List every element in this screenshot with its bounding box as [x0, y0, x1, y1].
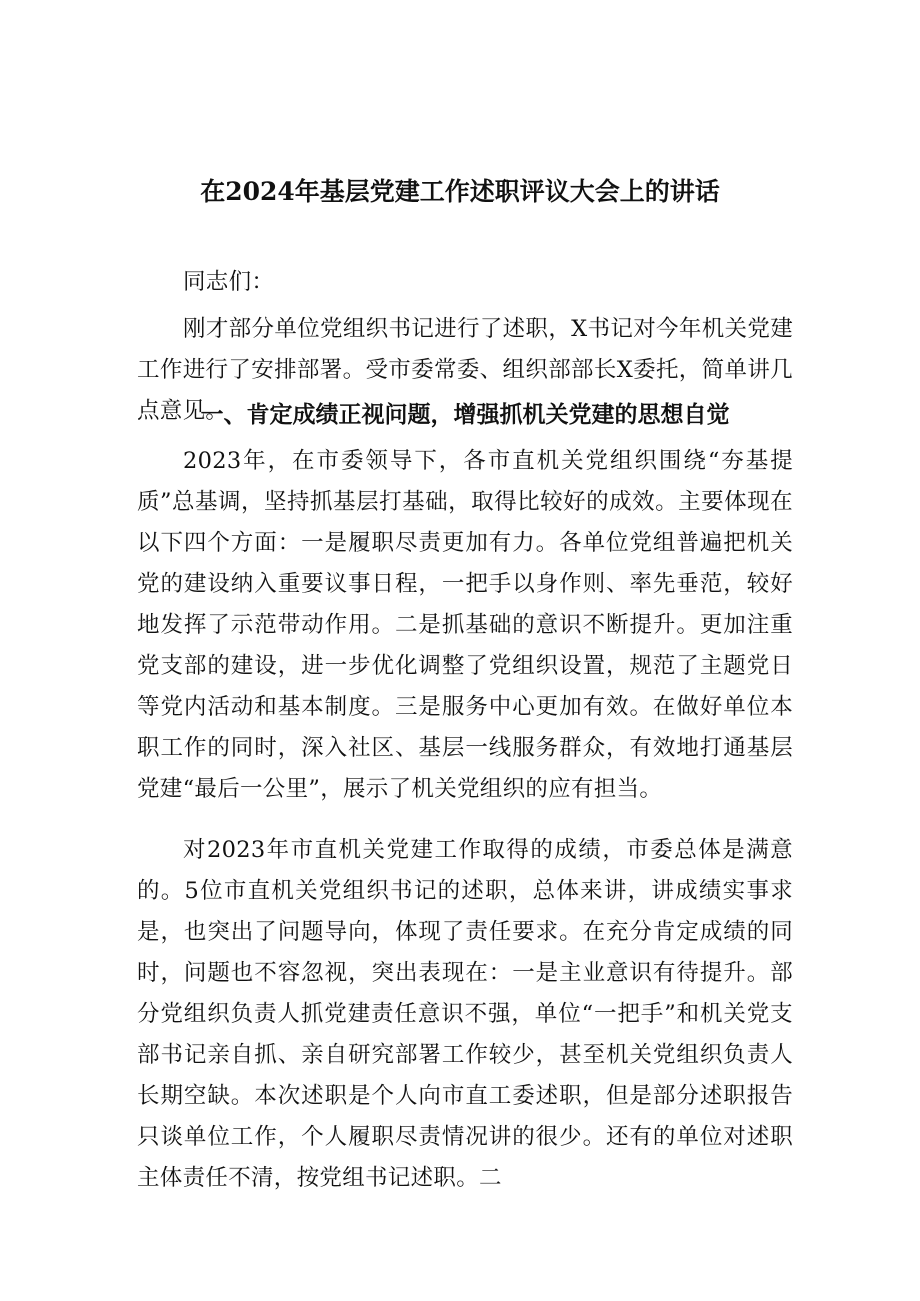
greeting-paragraph: 同志们： [183, 269, 275, 295]
document-title: 在2024年基层党建工作述职评议大会上的讲话 [200, 177, 720, 206]
section-heading-1: 一、肯定成绩正视问题，增强抓机关党建的思想自觉 [200, 402, 730, 428]
intro-paragraph: 刚才部分单位党组织书记进行了述职，X书记对今年机关党建工作进行了安排部署。受市委常委、组织部部长X委托，简单讲几点意见。 [137, 316, 793, 424]
body-paragraph-2: 对2023年市直机关党建工作取得的成绩，市委总体是满意的。5位市直机关党组织书记的述职，总体来讲，讲成绩实事求是，也突出了问题导向，体现了责任要求。在充分肯定成绩的同时，问题也不容忽视，突出表现在：一是主业意识有待提升。部分党组织负责人抓党建责任意识不强，单位“一把手”和机关党支部书记亲自抓、亲自研究部署工作较少，甚至机关党组织负责人长期空缺。本次述职是个人向市直工委述职，但是部分述职报告只谈单位工作，个人履职尽责情况讲的很少。还有的单位对述职主体责任不清，按党组书记述职。二 [137, 837, 793, 1191]
body-paragraph-1: 2023年，在市委领导下，各市直机关党组织围绕“夯基提质”总基调，坚持抓基层打基础，取得比较好的成效。主要体现在以下四个方面：一是履职尽责更加有力。各单位党组普遍把机关党的建设纳入重要议事日程，一把手以身作则、率先垂范，较好地发挥了示范带动作用。二是抓基础的意识不断提升。更加注重党支部的建设，进一步优化调整了党组织设置，规范了主题党日等党内活动和基本制度。三是服务中心更加有效。在做好单位本职工作的同时，深入社区、基层一线服务群众，有效地打通基层党建“最后一公里”，展示了机关党组织的应有担当。 [137, 448, 793, 802]
